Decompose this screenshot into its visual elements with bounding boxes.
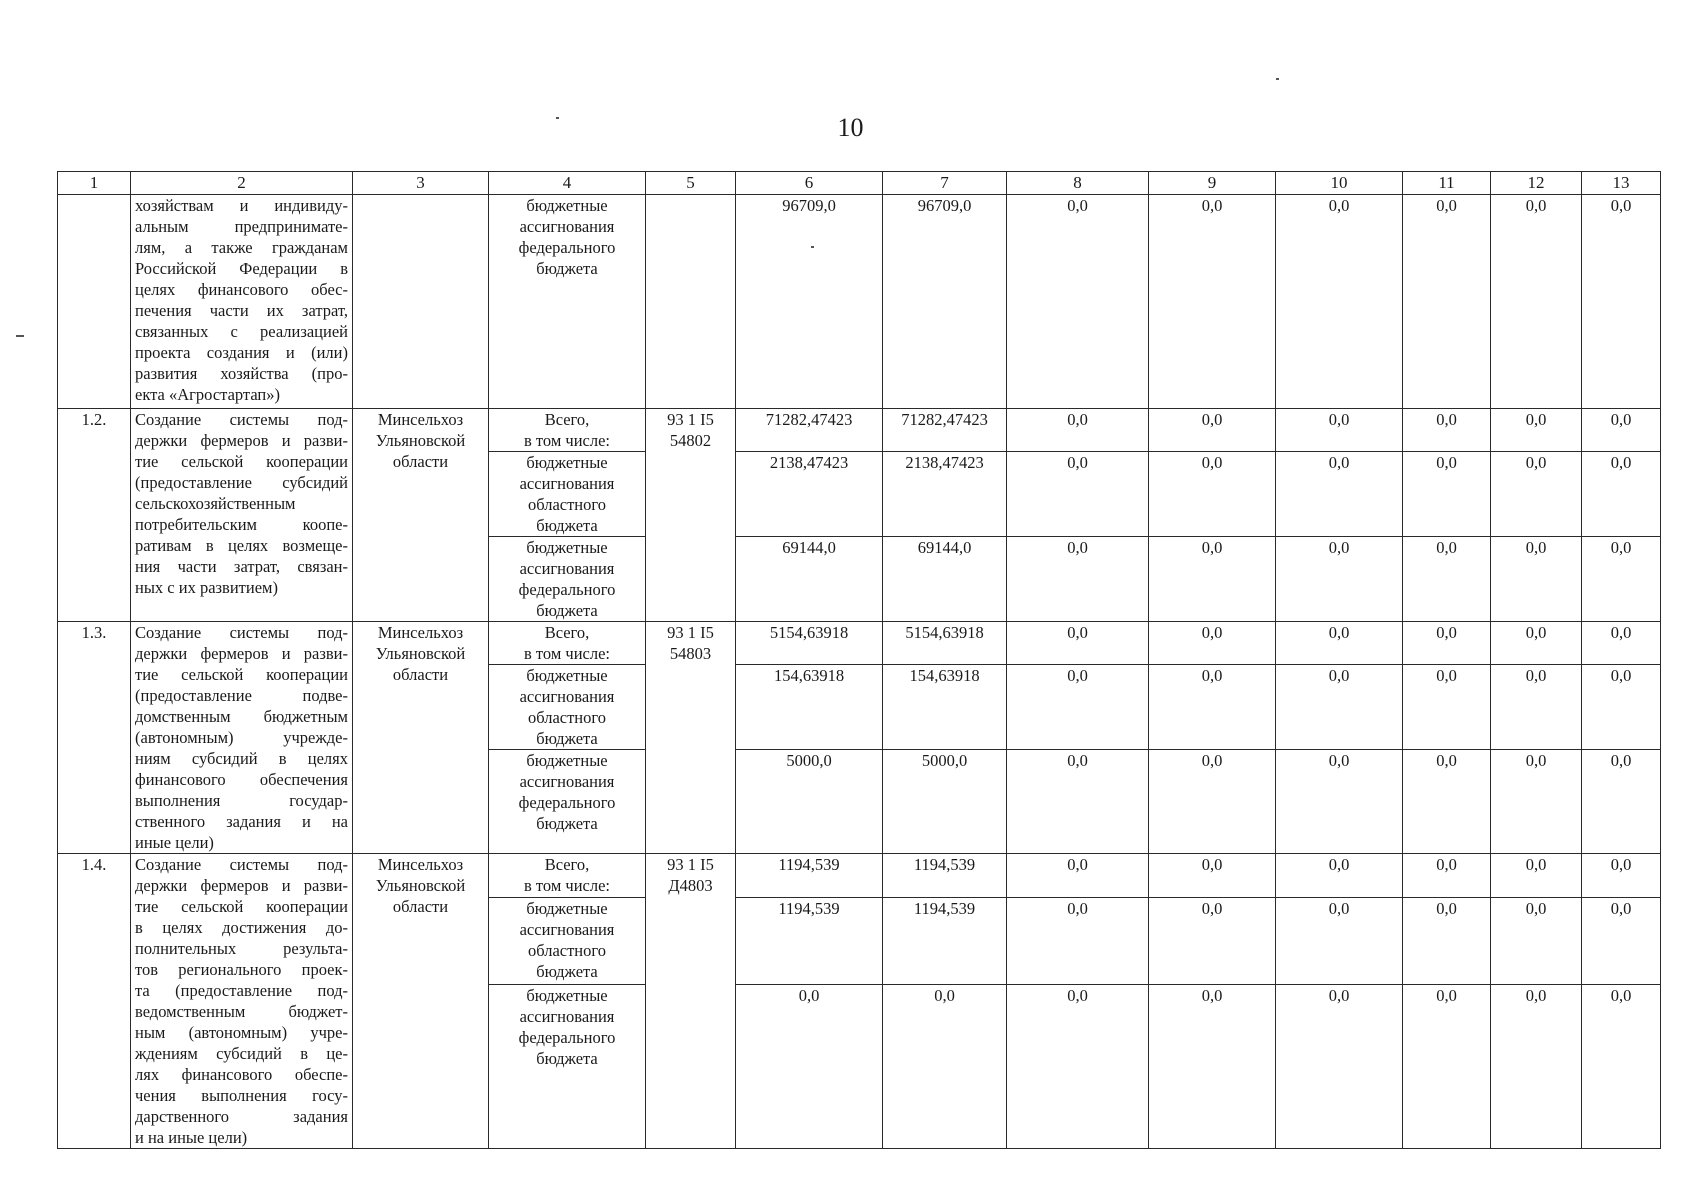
value-cell: 0,0 [1403, 665, 1491, 750]
source-line: ассигнования [519, 559, 615, 578]
value-cell: 0,0 [1403, 409, 1491, 452]
executor-line: Ульяновской [375, 431, 466, 450]
value-cell: 0,0 [1007, 452, 1149, 537]
value-cell: 0,0 [1276, 984, 1403, 1148]
value-cell: 0,0 [1007, 665, 1149, 750]
description-line: тие сельской кооперации [135, 665, 348, 684]
source-line: бюджета [536, 1048, 598, 1068]
row-executor [353, 622, 489, 854]
source-line: в том числе: [523, 431, 610, 450]
value-cell: 0,0 [1149, 750, 1276, 854]
budget-code [646, 622, 736, 854]
value-cell: 0,0 [1491, 622, 1582, 665]
row-description [131, 854, 353, 1149]
value-cell: 0,0 [1582, 854, 1661, 898]
source-line: Всего, [544, 855, 590, 874]
funding-source [489, 854, 646, 898]
row-description [131, 409, 353, 622]
description-line: ниям субсидий в целях [135, 749, 348, 768]
header-cell: 10 [1276, 172, 1403, 195]
value-cell: 1194,539 [736, 854, 883, 898]
code-line: 93 1 I5 [667, 855, 714, 874]
funding-source [489, 622, 646, 665]
header-cell: 13 [1582, 172, 1661, 195]
value-cell: 71282,47423 [736, 409, 883, 452]
row-number: 1.4. [58, 854, 131, 1149]
row-executor [353, 409, 489, 622]
value-cell: 0,0 [883, 984, 1007, 1148]
value-cell: 0,0 [1582, 409, 1661, 452]
value-cell: 0,0 [1403, 195, 1491, 409]
value-cell: 0,0 [1149, 409, 1276, 452]
header-cell: 3 [353, 172, 489, 195]
source-line: бюджета [536, 259, 598, 278]
source-line: бюджетные [526, 985, 608, 1005]
value-cell: 5000,0 [883, 750, 1007, 854]
source-line: ассигнования [519, 474, 615, 493]
table-row [58, 409, 1661, 452]
description-line: ных с их развитием) [135, 578, 278, 597]
source-line: бюджетные [526, 666, 608, 685]
source-line: федерального [518, 793, 616, 812]
value-cell: 0,0 [1276, 409, 1403, 452]
value-cell: 0,0 [1582, 195, 1661, 409]
description-line: держки фермеров и разви- [135, 431, 348, 450]
value-cell: 0,0 [1403, 897, 1491, 984]
description-line: (автономным) учрежде- [135, 728, 348, 747]
value-cell: 69144,0 [883, 537, 1007, 622]
value-cell: 0,0 [1403, 854, 1491, 898]
description-line: ведомственным бюджет- [135, 1002, 348, 1021]
value-cell: 0,0 [1582, 665, 1661, 750]
source-line: бюджета [536, 729, 598, 748]
value-cell: 0,0 [1149, 452, 1276, 537]
value-cell: 154,63918 [736, 665, 883, 750]
description-line: тие сельской кооперации [135, 897, 348, 916]
description-line: ным (автономным) учре- [135, 1023, 348, 1042]
executor-line: Минсельхоз [377, 410, 464, 429]
funding-source [489, 195, 646, 409]
value-cell: 0,0 [1149, 537, 1276, 622]
scan-speck [811, 246, 814, 248]
code-line: 93 1 I5 [667, 623, 714, 642]
source-line: ассигнования [519, 687, 615, 706]
source-line: бюджетные [526, 453, 608, 472]
value-cell: 0,0 [1007, 622, 1149, 665]
value-cell: 0,0 [1007, 854, 1149, 898]
scan-speck [16, 335, 24, 337]
value-cell: 0,0 [1403, 984, 1491, 1148]
description-line: иные цели) [135, 833, 214, 852]
value-cell: 5154,63918 [883, 622, 1007, 665]
header-cell: 1 [58, 172, 131, 195]
source-line: ассигнования [519, 772, 615, 791]
value-cell: 0,0 [1149, 897, 1276, 984]
source-line: в том числе: [523, 876, 610, 895]
header-row [58, 172, 1661, 195]
value-cell: 0,0 [1007, 409, 1149, 452]
executor-line: Минсельхоз [377, 855, 464, 874]
value-cell: 2138,47423 [883, 452, 1007, 537]
scan-speck [1276, 78, 1279, 80]
value-cell: 0,0 [1491, 854, 1582, 898]
funding-source [489, 452, 646, 537]
value-cell: 0,0 [1491, 897, 1582, 984]
value-cell: 0,0 [1491, 665, 1582, 750]
description-line: альным предпринимате- [135, 217, 348, 236]
description-line: Создание системы под- [135, 855, 348, 874]
table-row [58, 854, 1661, 898]
description-line: сельскохозяйственным [135, 494, 296, 513]
description-line: чения выполнения госу- [135, 1086, 348, 1105]
value-cell: 0,0 [1149, 195, 1276, 409]
description-line: екта «Агростартап») [135, 385, 281, 404]
source-line: областного [527, 495, 606, 514]
value-cell: 0,0 [1276, 452, 1403, 537]
source-line: ассигнования [519, 1006, 615, 1026]
value-cell: 1194,539 [736, 897, 883, 984]
value-cell: 0,0 [1276, 897, 1403, 984]
source-line: федерального [518, 580, 616, 599]
budget-code [646, 854, 736, 1149]
value-cell: 0,0 [1149, 622, 1276, 665]
value-cell: 0,0 [1491, 452, 1582, 537]
code-line: 54802 [669, 431, 712, 450]
description-line: (предоставление субсидий [135, 473, 348, 492]
table-body [58, 172, 1661, 1149]
value-cell: 0,0 [1403, 452, 1491, 537]
source-line: бюджета [536, 516, 598, 535]
source-line: ассигнования [519, 217, 615, 236]
value-cell: 0,0 [1582, 897, 1661, 984]
description-line: проекта создания и (или) [135, 343, 348, 362]
row-executor [353, 854, 489, 1149]
header-cell: 8 [1007, 172, 1149, 195]
description-line: и на иные цели) [135, 1128, 248, 1147]
table-row [58, 622, 1661, 665]
description-line: держки фермеров и разви- [135, 876, 348, 895]
value-cell: 0,0 [1149, 854, 1276, 898]
description-line: ственного задания и на [135, 812, 348, 831]
row-number [58, 195, 131, 409]
description-line: финансового обеспечения [135, 770, 348, 789]
header-cell: 4 [489, 172, 646, 195]
value-cell: 0,0 [1276, 750, 1403, 854]
funding-source [489, 665, 646, 750]
scan-speck [556, 117, 559, 119]
value-cell: 0,0 [1149, 984, 1276, 1148]
value-cell: 0,0 [1582, 452, 1661, 537]
budget-code [646, 195, 736, 409]
source-line: федерального [518, 238, 616, 257]
description-line: ждениям субсидий в це- [135, 1044, 348, 1063]
funding-source [489, 897, 646, 984]
value-cell: 0,0 [1403, 622, 1491, 665]
header-cell: 12 [1491, 172, 1582, 195]
source-line: бюджетные [526, 751, 608, 770]
funding-source [489, 750, 646, 854]
source-line: в том числе: [523, 644, 610, 663]
value-cell: 71282,47423 [883, 409, 1007, 452]
value-cell: 96709,0 [883, 195, 1007, 409]
value-cell: 0,0 [1491, 537, 1582, 622]
row-number: 1.3. [58, 622, 131, 854]
description-line: лям, а также гражданам [135, 238, 348, 257]
description-line: в целях достижения до- [135, 918, 348, 937]
description-line: дарственного задания [135, 1107, 348, 1126]
value-cell: 0,0 [1276, 622, 1403, 665]
description-line: Российской Федерации в [135, 259, 348, 278]
description-line: Создание системы под- [135, 623, 348, 642]
value-cell: 5000,0 [736, 750, 883, 854]
description-line: хозяйствам и индивиду- [135, 196, 348, 215]
value-cell: 1194,539 [883, 854, 1007, 898]
code-line: Д4803 [668, 876, 713, 895]
value-cell: 0,0 [1276, 854, 1403, 898]
description-line: печения части их затрат, [135, 301, 348, 320]
page-number: 10 [837, 113, 864, 142]
executor-line: Минсельхоз [377, 623, 464, 642]
description-line: тов регионального проек- [135, 960, 348, 979]
value-cell: 154,63918 [883, 665, 1007, 750]
source-line: областного [527, 940, 606, 960]
value-cell: 0,0 [1582, 750, 1661, 854]
description-line: развития хозяйства (про- [135, 364, 348, 383]
funding-source [489, 409, 646, 452]
value-cell: 0,0 [1007, 195, 1149, 409]
header-cell: 2 [131, 172, 353, 195]
value-cell: 0,0 [1276, 665, 1403, 750]
source-line: бюджетные [526, 538, 608, 557]
value-cell: 2138,47423 [736, 452, 883, 537]
source-line: областного [527, 708, 606, 727]
header-cell: 11 [1403, 172, 1491, 195]
funding-source [489, 984, 646, 1148]
value-cell: 69144,0 [736, 537, 883, 622]
description-line: держки фермеров и разви- [135, 644, 348, 663]
source-line: бюджетные [526, 196, 608, 215]
description-line: связанных с реализацией [135, 322, 348, 341]
value-cell: 0,0 [1007, 897, 1149, 984]
description-line: целях финансового обес- [135, 280, 348, 299]
budget-table [57, 171, 1661, 1149]
description-line: (предоставление подве- [135, 686, 348, 705]
value-cell: 0,0 [1007, 984, 1149, 1148]
value-cell: 5154,63918 [736, 622, 883, 665]
source-line: бюджета [536, 601, 598, 620]
header-cell: 9 [1149, 172, 1276, 195]
row-number: 1.2. [58, 409, 131, 622]
value-cell: 0,0 [1582, 537, 1661, 622]
value-cell: 0,0 [736, 984, 883, 1148]
value-cell: 0,0 [1276, 195, 1403, 409]
value-cell: 0,0 [1582, 984, 1661, 1148]
value-cell: 0,0 [1582, 622, 1661, 665]
source-line: бюджетные [526, 898, 608, 918]
value-cell: 0,0 [1491, 195, 1582, 409]
header-cell: 6 [736, 172, 883, 195]
executor-line: области [392, 897, 449, 916]
source-line: Всего, [544, 623, 590, 642]
value-cell: 0,0 [1149, 665, 1276, 750]
row-description [131, 195, 353, 409]
value-cell: 0,0 [1276, 537, 1403, 622]
value-cell: 0,0 [1491, 409, 1582, 452]
header-cell: 7 [883, 172, 1007, 195]
funding-source [489, 537, 646, 622]
value-cell: 0,0 [1007, 750, 1149, 854]
value-cell: 0,0 [1491, 984, 1582, 1148]
table-row [58, 195, 1661, 409]
description-line: потребительским коопе- [135, 515, 348, 534]
code-line: 93 1 I5 [667, 410, 714, 429]
description-line: та (предоставление под- [135, 981, 348, 1000]
source-line: ассигнования [519, 919, 615, 939]
value-cell: 0,0 [1403, 750, 1491, 854]
description-line: лях финансового обеспе- [135, 1065, 348, 1084]
row-executor [353, 195, 489, 409]
executor-line: области [392, 452, 449, 471]
header-cell: 5 [646, 172, 736, 195]
budget-code [646, 409, 736, 622]
value-cell: 0,0 [1491, 750, 1582, 854]
description-line: выполнения государ- [135, 791, 348, 810]
description-line: домственным бюджетным [135, 707, 348, 726]
row-description [131, 622, 353, 854]
source-line: бюджета [536, 814, 598, 833]
value-cell: 96709,0 [736, 195, 883, 409]
description-line: полнительных результа- [135, 939, 348, 958]
executor-line: области [392, 665, 449, 684]
description-line: Создание системы под- [135, 410, 348, 429]
executor-line: Ульяновской [375, 876, 466, 895]
value-cell: 0,0 [1403, 537, 1491, 622]
executor-line: Ульяновской [375, 644, 466, 663]
source-line: Всего, [544, 410, 590, 429]
value-cell: 1194,539 [883, 897, 1007, 984]
description-line: тие сельской кооперации [135, 452, 348, 471]
source-line: бюджета [536, 961, 598, 981]
value-cell: 0,0 [1007, 537, 1149, 622]
source-line: федерального [518, 1027, 616, 1047]
description-line: ния части затрат, связан- [135, 557, 348, 576]
description-line: ративам в целях возмеще- [135, 536, 348, 555]
code-line: 54803 [669, 644, 712, 663]
